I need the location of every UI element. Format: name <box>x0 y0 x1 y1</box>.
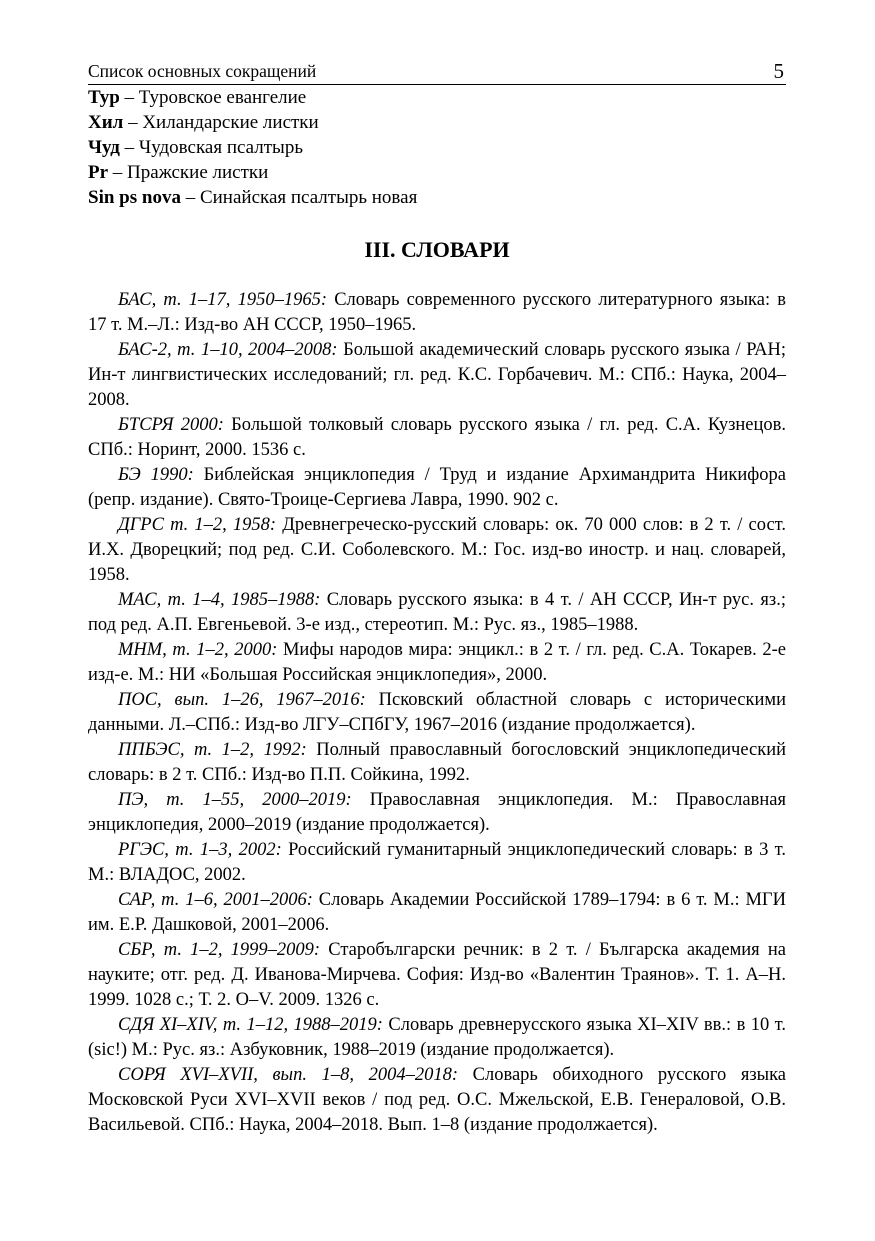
entry-abbreviation: СБР, т. 1–2, 1999–2009: <box>118 940 321 960</box>
entry-description: Мифы народов мира: энцикл.: в 2 т. / гл. ред. С.А. Токарев. 2-е изд-е. М.: НИ «Большая Российская энциклопедия», 2000. <box>88 640 786 685</box>
entry-description: Православная энциклопедия. М.: Православная энциклопедия, 2000–2019 (издание продолжается). <box>88 790 786 835</box>
dictionary-entry <box>88 638 786 688</box>
dictionary-entry <box>88 888 786 938</box>
dictionary-entry <box>88 588 786 638</box>
entry-description: Словарь древнерусского языка XI–XIV вв.: в 10 т. (sic!) М.: Рус. яз.: Азбуковник, 1988–2019 (издание продолжается). <box>88 1015 786 1060</box>
entry-description: Большой академический словарь русского языка / РАН; Ин-т лингвистических исследований; гл. ред. К.С. Горбачевич. М.: СПб.: Наука, 2004–2008. <box>88 340 786 410</box>
dictionary-entry <box>88 513 786 588</box>
entry-abbreviation: РГЭС, т. 1–3, 2002: <box>118 840 282 860</box>
abbreviation-term: Pr <box>88 162 109 183</box>
abbreviation-separator: – <box>123 112 143 133</box>
dictionary-entry <box>88 838 786 888</box>
abbreviation-separator: – <box>119 137 139 158</box>
dictionary-entry <box>88 413 786 463</box>
entry-abbreviation: ПЭ, т. 1–55, 2000–2019: <box>118 790 352 810</box>
entry-abbreviation: БАС, т. 1–17, 1950–1965: <box>118 290 328 310</box>
entry-description: Словарь Академии Российской 1789–1794: в 6 т. М.: МГИ им. Е.Р. Дашковой, 2001–2006. <box>88 890 786 935</box>
dictionary-list <box>88 288 786 1138</box>
entry-abbreviation: САР, т. 1–6, 2001–2006: <box>118 890 313 910</box>
dictionary-entry <box>88 688 786 738</box>
dictionary-entry <box>88 338 786 413</box>
abbreviation-description: Синайская псалтырь новая <box>199 187 418 208</box>
entry-description: Российский гуманитарный энциклопедический словарь: в 3 т. М.: ВЛАДОС, 2002. <box>88 840 786 885</box>
dictionary-entry <box>88 738 786 788</box>
abbreviation-term: Чуд <box>88 137 120 158</box>
abbreviation-item <box>88 135 788 160</box>
entry-description: Старобългарски речник: в 2 т. / Българска академия на науките; отг. ред. Д. Иванова-Мирчева. София: Изд-во «Валентин Траянов». Т. 1. А–Н. 1999. 1028 с.; Т. 2. О–V. 2009. 1326 с. <box>88 940 786 1010</box>
dictionary-entry <box>88 1013 786 1063</box>
entry-abbreviation: ППБЭС, т. 1–2, 1992: <box>118 740 307 760</box>
abbreviation-item <box>88 160 788 185</box>
entry-abbreviation: БТСРЯ 2000: <box>118 415 224 435</box>
abbreviation-description: Хиландарские листки <box>142 112 319 133</box>
abbreviation-description: Чудовская псалтырь <box>138 137 303 158</box>
entry-abbreviation: МНМ, т. 1–2, 2000: <box>118 640 278 660</box>
section-heading: III. СЛОВАРИ <box>364 237 510 262</box>
abbreviation-separator: – <box>119 87 139 108</box>
dictionary-entry <box>88 938 786 1013</box>
entry-abbreviation: БЭ 1990: <box>118 465 194 485</box>
dictionary-entry <box>88 788 786 838</box>
abbreviation-description: Туровское евангелие <box>138 87 307 108</box>
entry-description: Псковский областной словарь с историческими данными. Л.–СПб.: Изд-во ЛГУ–СПбГУ, 1967–2016 (издание продолжается). <box>88 690 786 735</box>
abbreviation-item <box>88 185 788 210</box>
entry-description: Большой толковый словарь русского языка / гл. ред. С.А. Кузнецов. СПб.: Норинт, 2000. 1536 с. <box>88 415 786 460</box>
abbreviation-description: Пражские листки <box>127 162 269 183</box>
entry-description: Словарь современного русского литературного языка: в 17 т. М.–Л.: Изд-во АН СССР, 1950–1965. <box>88 290 786 335</box>
entry-abbreviation: ПОС, вып. 1–26, 1967–2016: <box>118 690 366 710</box>
entry-description: Библейская энциклопедия / Труд и издание Архимандрита Никифора (репр. издание). Свято-Троице-Сергиева Лавра, 1990. 902 с. <box>88 465 786 510</box>
dictionary-entry <box>88 463 786 513</box>
abbreviation-term: Хил <box>88 112 124 133</box>
dictionary-entry <box>88 288 786 338</box>
abbreviation-term: Sin ps nova <box>88 187 181 208</box>
entry-abbreviation: МАС, т. 1–4, 1985–1988: <box>118 590 321 610</box>
running-header <box>88 58 786 85</box>
page-number: 5 <box>773 59 784 83</box>
abbreviation-separator: – <box>180 187 200 208</box>
abbreviation-separator: – <box>108 162 128 183</box>
abbreviation-item <box>88 110 788 135</box>
entry-abbreviation: БАС-2, т. 1–10, 2004–2008: <box>118 340 338 360</box>
entry-description: Древнегреческо-русский словарь: ок. 70 000 слов: в 2 т. / сост. И.Х. Дворецкий; под ред. С.И. Соболевского. М.: Гос. изд-во иностр. и нац. словарей, 1958. <box>88 515 786 585</box>
entry-description: Полный православный богословский энциклопедический словарь: в 2 т. СПб.: Изд-во П.П. Сойкина, 1992. <box>88 740 786 785</box>
entry-abbreviation: СДЯ XI–XIV, т. 1–12, 1988–2019: <box>118 1015 383 1035</box>
abbreviation-term: Тур <box>88 87 120 108</box>
entry-abbreviation: ДГРС т. 1–2, 1958: <box>118 515 277 535</box>
abbreviation-list <box>88 85 788 210</box>
entry-description: Словарь обиходного русского языка Московской Руси XVI–XVII веков / под ред. О.С. Мжельской, Е.В. Генераловой, О.В. Васильевой. СПб.: Наука, 2004–2018. Вып. 1–8 (издание продолжается). <box>88 1065 786 1135</box>
dictionary-entry <box>88 1063 786 1138</box>
entry-description: Словарь русского языка: в 4 т. / АН СССР, Ин-т рус. яз.; под ред. А.П. Евгеньевой. 3-е изд., стереотип. М.: Рус. яз., 1985–1988. <box>88 590 786 635</box>
abbreviation-item <box>88 85 788 110</box>
running-header-title: Список основных сокращений <box>88 61 317 81</box>
entry-abbreviation: СОРЯ XVI–XVII, вып. 1–8, 2004–2018: <box>118 1065 458 1085</box>
